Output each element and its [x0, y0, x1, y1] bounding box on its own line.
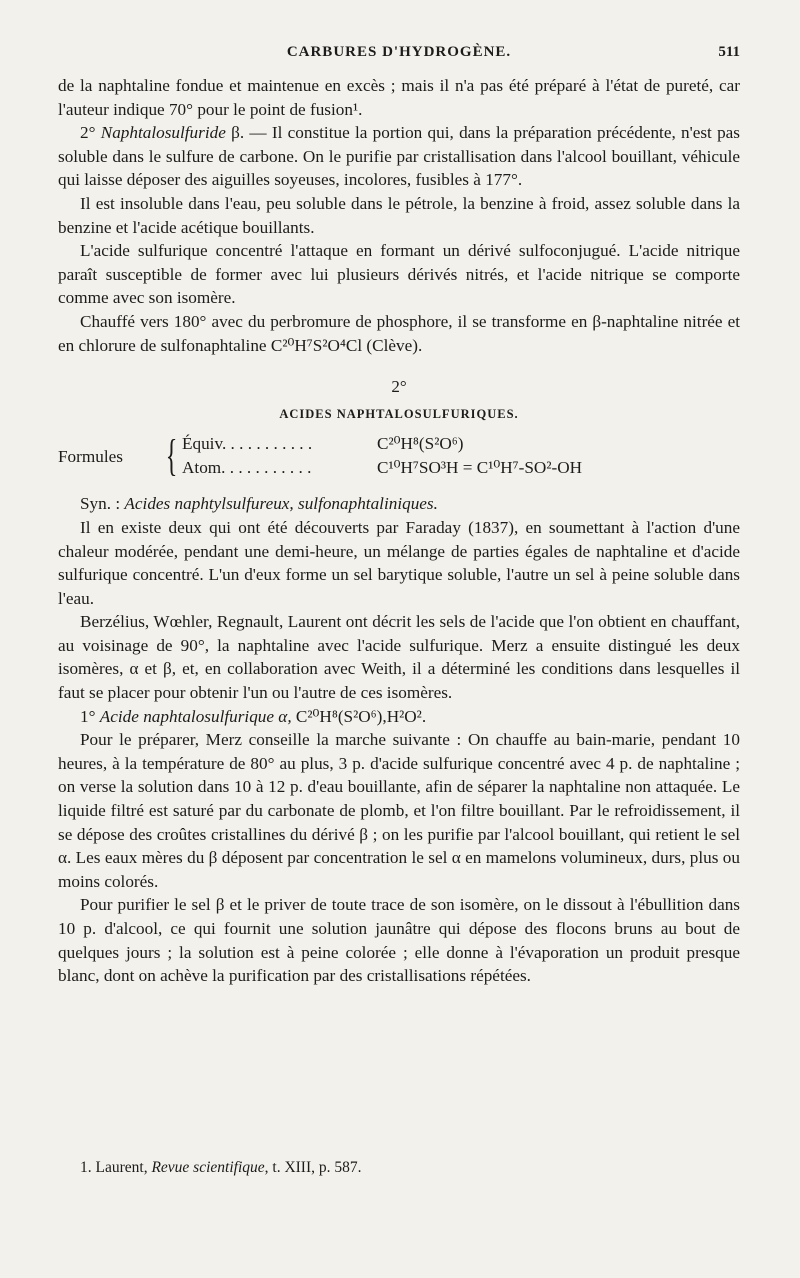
footnote-ref: , t. XIII, p. 587. [264, 1159, 362, 1176]
paragraph-preparation: Pour le préparer, Merz conseille la marche suivante : On chauffe au bain-marie, pendant 10 heures, à la température de 80° au plus, 3 p. d'acide sulfurique concentré avec 4 p. de naphtaline ; on verse la solution dans 10 à 12 p. d'eau bouillante, afin de séparer la naphtaline non attaquée. Le liquide filtré est saturé par du carbonate de plomb, et l'on filtre bouillant. Par le refroidissement, il se dépose des croûtes cristallines du dérivé β ; on les purifie par l'alcool bouillant, qui retient le sel α. Les eaux mères du β déposent par concentration le sel α en mamelons volumineux, durs, plus ou moins colorés. [58, 730, 740, 891]
paragraph-berzelius: Berzélius, Wœhler, Regnault, Laurent ont décrit les sels de l'acide que l'on obtient en chauffant, au voisinage de 90°, la naphtaline avec l'acide sulfurique. Merz a ensuite distingué les deux isomères, α et β, et, en collaboration avec Weith, il a déterminé les conditions dans lesquelles il faut se placer pour obtenir l'un ou l'autre de ces isomères. [58, 612, 740, 703]
formulas-label: Formules [58, 447, 123, 467]
formula-value: C²⁰H⁸(S²O⁶) [377, 434, 464, 454]
page-number: 511 [718, 44, 740, 60]
item-number: 1° [80, 706, 100, 726]
paragraph-acide-alpha [58, 705, 740, 729]
paragraph-faraday: Il en existe deux qui ont été découverts par Faraday (1837), en soumettant à l'action d'une chaleur modérée, pendant une demi-heure, un mélange de parties égales de naphtaline et d'acide sulfurique concentré. L'un d'eux forme un sel barytique soluble, l'autre un sel à peine soluble dans l'eau. [58, 517, 740, 608]
paragraph-text: β. — Il constitue la portion qui, dans la préparation précédente, n'est pas soluble dans le sulfure de carbone. On le purifie par cristallisation dans l'alcool bouillant, véhicule qui laisse déposer des aiguilles soyeuses, incolores, fusibles à 177°. [58, 123, 740, 190]
formula-key: Équiv. . . . . . . . . . . [182, 434, 313, 454]
page-body [58, 74, 740, 988]
paragraph-purification: Pour purifier le sel β et le priver de toute trace de son isomère, on le dissout à l'ébullition dans 10 p. d'alcool, ce qui fournit une solution jaunâtre qui dépose des flocons bruns au bout de quelques jours ; la solution est à peine colorée ; elle donne à l'évaporation un produit presque blanc, dont on achève la purification par des cristallisations répétées. [58, 895, 740, 986]
syn-names: Acides naphtylsulfureux, sulfonaphtaliniques. [124, 494, 438, 514]
paragraph-continuation: de la naphtaline fondue et maintenue en excès ; mais il n'a pas été préparé à l'état de pureté, car l'auteur indique 70° pour le point de fusion¹. [58, 76, 740, 119]
running-title: CARBURES D'HYDROGÈNE. [286, 44, 512, 60]
paragraph-sulfuric-acid: L'acide sulfurique concentré l'attaque en formant un dérivé sulfoconjugué. L'acide nitrique paraît susceptible de former avec lui plusieurs dérivés nitrés, et l'acide nitrique se comporte comme avec son isomère. [58, 241, 740, 308]
compound-name: Naphtalosulfuride [100, 123, 226, 143]
item-number: 2° [80, 123, 101, 143]
compound-name: Acide naphtalosulfurique α, [99, 706, 292, 726]
formulas-block [58, 432, 740, 484]
paragraph-synonyms [58, 492, 740, 516]
formula-key: Atom. . . . . . . . . . . [182, 458, 312, 478]
footnote [80, 1158, 740, 1178]
formula-row-equiv [182, 432, 463, 456]
paragraph-perbromure: Chauffé vers 180° avec du perbromure de phosphore, il se transforme en β-naphtaline nitrée et en chlorure de sulfonaphtaline C²⁰H⁷S²O⁴Cl (Clève). [58, 311, 740, 355]
section-number: 2° [391, 377, 407, 397]
section-title: ACIDES NAPHTALOSULFURIQUES. [279, 406, 519, 421]
formula-row-atom [182, 456, 582, 480]
formula-value: C¹⁰H⁷SO³H = C¹⁰H⁷-SO²-OH [377, 458, 583, 478]
syn-label: Syn. : [80, 494, 125, 514]
paragraph-naphtalosulfuride [58, 121, 740, 192]
footnote-journal: Revue scientifique [151, 1159, 265, 1176]
paragraph-solubility: Il est insoluble dans l'eau, peu soluble dans le pétrole, la benzine à froid, assez soluble dans la benzine et l'acide acétique bouillants. [58, 193, 740, 237]
page-header [58, 40, 740, 68]
brace-glyph: { [165, 431, 178, 481]
compound-formula: C²⁰H⁸(S²O⁶),H²O². [291, 706, 427, 726]
footnote-lead: 1. Laurent, [80, 1159, 152, 1176]
